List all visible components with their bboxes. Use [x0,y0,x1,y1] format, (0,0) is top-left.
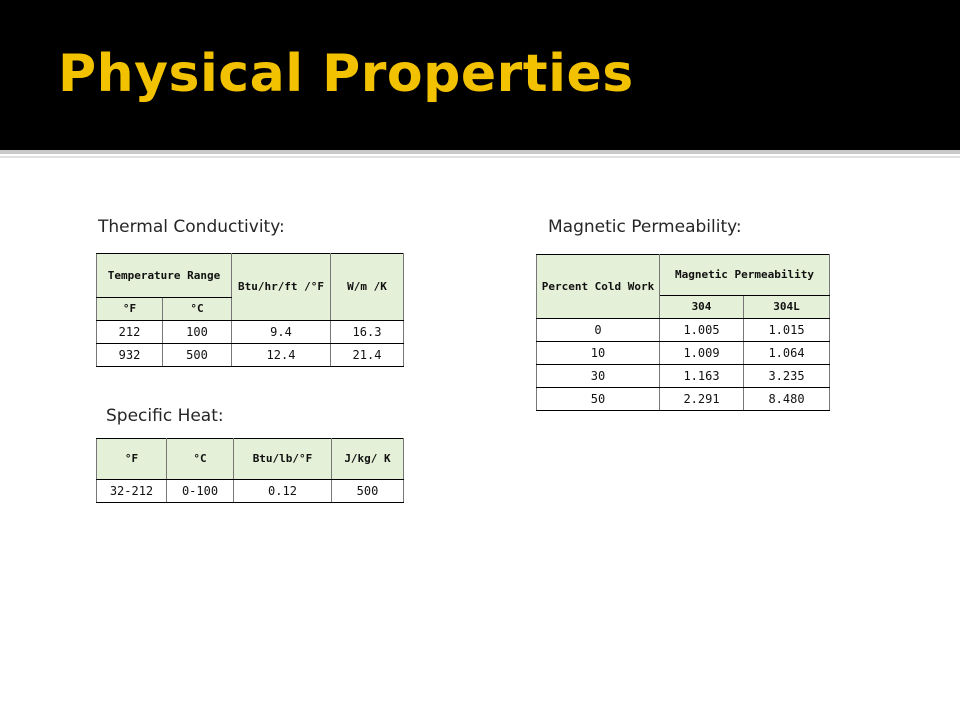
table-cell: 500 [332,480,404,503]
table-cell: 0.12 [234,480,332,503]
table-cell: 932 [97,344,163,367]
table-header-row [97,439,404,480]
header-grade-304l: 304L [744,296,830,319]
thermal-conductivity-table [96,253,404,367]
table-cell: 12.4 [232,344,331,367]
table-cell: 16.3 [331,321,404,344]
specific-heat-table [96,438,404,503]
specific-heat-heading: Specific Heat: [106,406,224,426]
table-cell: 0-100 [167,480,234,503]
magnetic-permeability-heading: Magnetic Permeability: [548,217,742,237]
table-cell: 1.009 [660,342,744,365]
table-cell: 500 [163,344,232,367]
header-btu-per-lb-f: Btu/lb/°F [234,439,332,480]
header-celsius: °C [167,439,234,480]
table-row [537,388,830,411]
title-bar [0,0,960,150]
table-cell: 1.064 [744,342,830,365]
table-cell: 50 [537,388,660,411]
table-row [537,342,830,365]
table-cell: 212 [97,321,163,344]
table-cell: 8.480 [744,388,830,411]
table-header-row [97,254,404,298]
table-cell: 3.235 [744,365,830,388]
magnetic-permeability-table [536,254,830,411]
header-w-per-m-k: W/m /K [331,254,404,321]
table-cell: 32-212 [97,480,167,503]
header-percent-cold-work: Percent Cold Work [537,255,660,319]
table-row [97,321,404,344]
table-cell: 1.005 [660,319,744,342]
header-celsius: °C [163,298,232,321]
table-cell: 9.4 [232,321,331,344]
table-cell: 21.4 [331,344,404,367]
table-cell: 30 [537,365,660,388]
table-cell: 2.291 [660,388,744,411]
table-row [97,480,404,503]
header-temperature-range: Temperature Range [97,254,232,298]
header-grade-304: 304 [660,296,744,319]
table-cell: 100 [163,321,232,344]
table-row [97,344,404,367]
table-cell: 1.015 [744,319,830,342]
header-fahrenheit: °F [97,298,163,321]
table-cell: 0 [537,319,660,342]
slide-title: Physical Properties [58,44,634,104]
table-row [537,319,830,342]
header-fahrenheit: °F [97,439,167,480]
table-cell: 1.163 [660,365,744,388]
header-magnetic-permeability: Magnetic Permeability [660,255,830,296]
table-header-row [537,255,830,296]
thermal-conductivity-heading: Thermal Conductivity: [98,217,285,237]
table-cell: 10 [537,342,660,365]
header-j-per-kg-k: J/kg/ K [332,439,404,480]
table-row [537,365,830,388]
title-divider [0,150,960,154]
header-btu-per-hr-ft-f: Btu/hr/ft /°F [232,254,331,321]
title-divider-thin [0,156,960,158]
